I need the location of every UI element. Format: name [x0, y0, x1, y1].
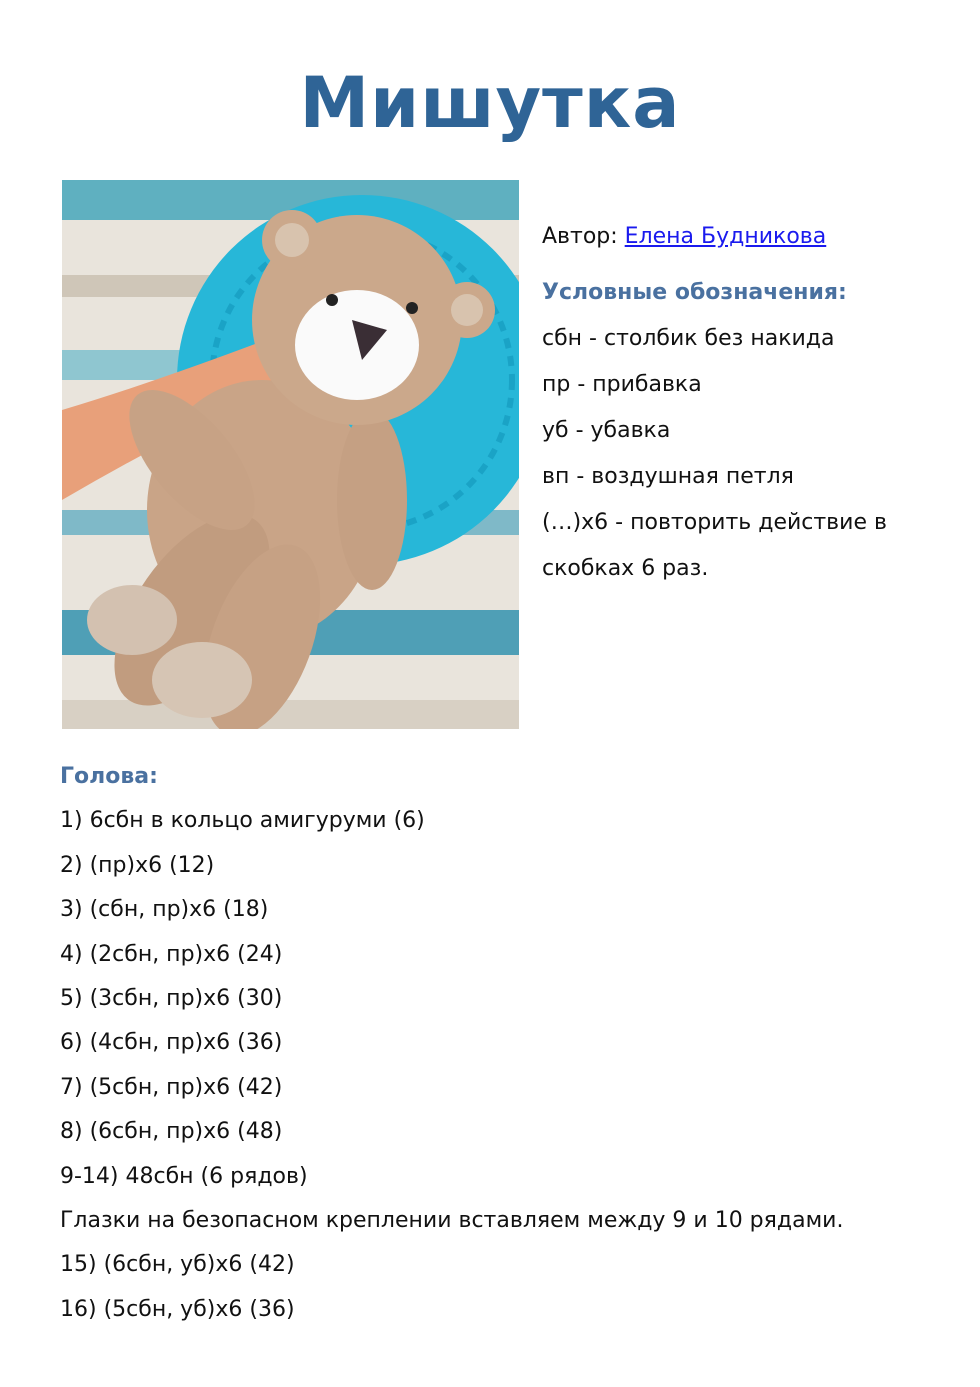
legend-item: скобках 6 раз.: [542, 556, 709, 581]
page-title: Мишутка: [299, 62, 681, 144]
instruction-row: 4) (2сбн, пр)х6 (24): [60, 941, 283, 967]
legend-item: вп - воздушная петля: [542, 464, 794, 489]
legend-heading: Условные обозначения:: [542, 280, 847, 305]
instruction-row: 7) (5сбн, пр)х6 (42): [60, 1074, 283, 1100]
instruction-row: 16) (5сбн, уб)х6 (36): [60, 1296, 295, 1322]
section-heading: Голова:: [60, 764, 158, 789]
legend-item: сбн - столбик без накида: [542, 326, 835, 351]
instruction-row: 9-14) 48сбн (6 рядов): [60, 1163, 308, 1189]
legend-panel: [542, 214, 887, 592]
instruction-row: 5) (3сбн, пр)х6 (30): [60, 986, 283, 1012]
instruction-row: 6) (4сбн, пр)х6 (36): [60, 1030, 283, 1056]
author-link[interactable]: Елена Будникова: [624, 224, 827, 249]
instruction-row: 2) (пр)х6 (12): [60, 852, 215, 878]
author-line: [542, 214, 887, 260]
instruction-row: 3) (сбн, пр)х6 (18): [60, 897, 269, 923]
instruction-row: 15) (6сбн, уб)х6 (42): [60, 1252, 295, 1278]
author-label: Автор:: [542, 224, 618, 249]
legend-item: (…)х6 - повторить действие в: [542, 510, 887, 535]
bear-photo: [62, 180, 519, 729]
legend-item: уб - убавка: [542, 418, 671, 443]
instruction-row: 8) (6сбн, пр)х6 (48): [60, 1119, 283, 1145]
instruction-row: 1) 6сбн в кольцо амигуруми (6): [60, 808, 425, 834]
head-instructions: [60, 755, 843, 1332]
legend-item: пр - прибавка: [542, 372, 702, 397]
instruction-note: Глазки на безопасном креплении вставляем между 9 и 10 рядами.: [60, 1208, 844, 1234]
